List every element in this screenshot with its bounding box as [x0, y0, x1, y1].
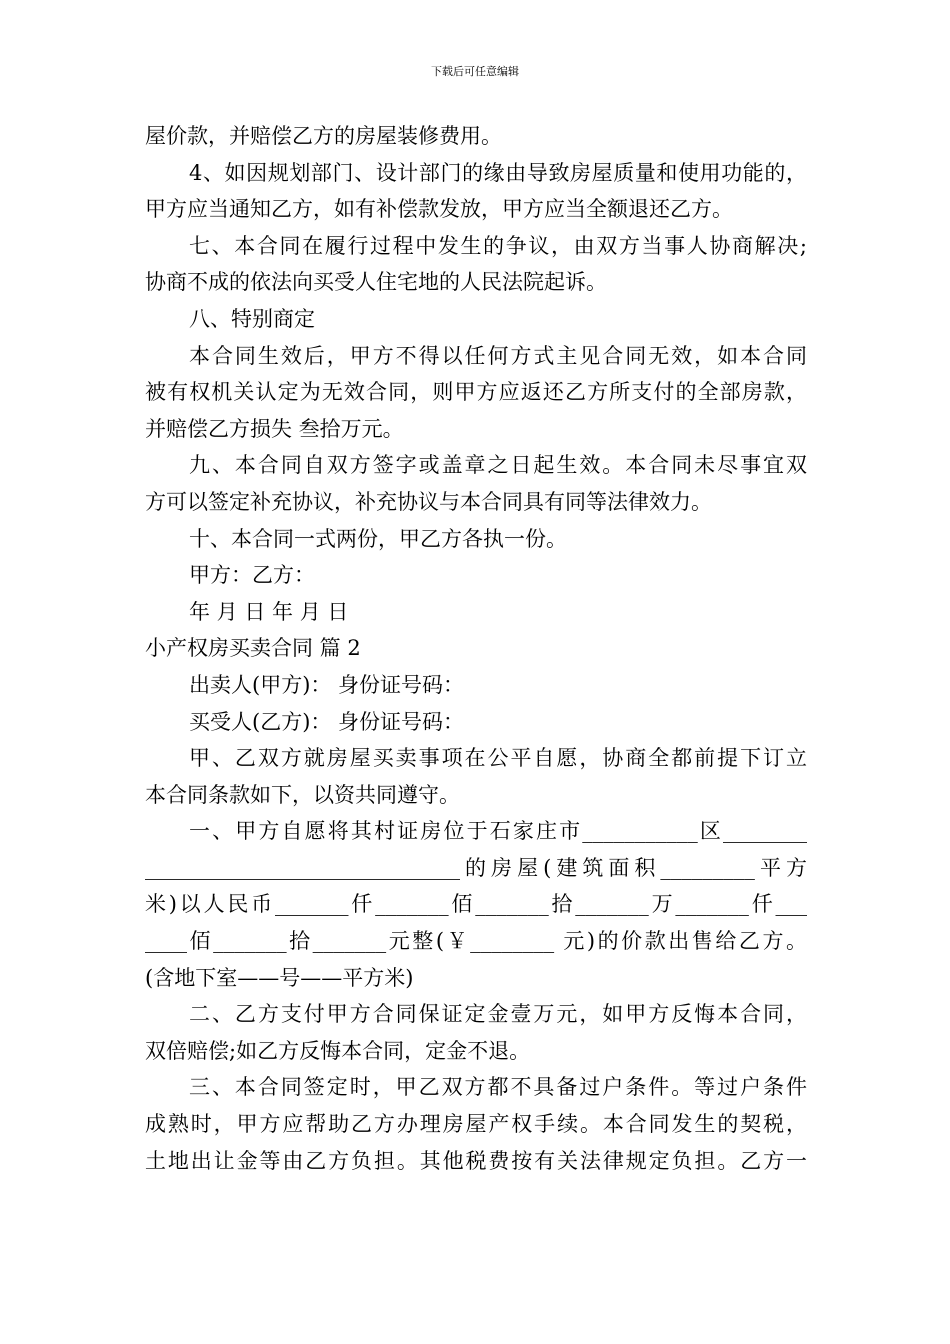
text-line: 方可以签定补充协议，补充协议与本合同具有同等法律效力。 — [145, 489, 712, 514]
text-line: ______________________________的房屋(建筑面积_________平方 — [145, 855, 807, 880]
signature-dates: 年 月 日 年 月 日 — [189, 599, 349, 624]
text-line: 三、本合同签定时，甲乙双方都不具备过户条件。等过户条件 — [189, 1075, 807, 1100]
text-line: 甲、乙双方就房屋买卖事项在公平自愿，协商全都前提下订立 — [189, 746, 807, 771]
text-line: 被有权机关认定为无效合同，则甲方应返还乙方所支付的全部房款， — [145, 380, 807, 405]
text-line: 协商不成的依法向买受人住宅地的人民法院起诉。 — [145, 270, 607, 295]
document-body — [145, 118, 807, 1179]
text-line: 成熟时，甲方应帮助乙方办理房屋产权手续。本合同发生的契税， — [145, 1112, 807, 1137]
text-line: 双倍赔偿;如乙方反悔本合同，定金不退。 — [145, 1038, 531, 1063]
text-line: 甲方应当通知乙方，如有补偿款发放，甲方应当全额退还乙方。 — [145, 197, 733, 222]
buyer-line: 买受人(乙方)： 身份证号码： — [189, 709, 465, 734]
section-heading: 八、特别商定 — [189, 306, 315, 331]
section-title: 小产权房买卖合同 篇 2 — [145, 636, 361, 661]
text-line: 二、乙方支付甲方合同保证定金壹万元，如甲方反悔本合同， — [189, 1002, 807, 1027]
text-line: 4、如因规划部门、设计部门的缘由导致房屋质量和使用功能的， — [189, 160, 807, 185]
text-line: 本合同生效后，甲方不得以任何方式主见合同无效，如本合同 — [189, 343, 807, 368]
text-line: 米)以人民币_______仟_______佰_______拾_______万_______仟___ — [145, 892, 807, 917]
seller-line: 出卖人(甲方)： 身份证号码： — [189, 672, 465, 697]
text-line: ____佰_______拾_______元整(￥________ 元)的价款出售给乙方。 — [145, 929, 807, 954]
text-line: 并赔偿乙方损失 叁拾万元。 — [145, 416, 404, 441]
text-line: 一、甲方自愿将其村证房位于石家庄市___________区________ — [189, 819, 807, 844]
page-header: 下载后可任意编辑 — [431, 65, 519, 78]
text-line: 屋价款，并赔偿乙方的房屋装修费用。 — [145, 124, 502, 148]
text-line: 本合同条款如下，以资共同遵守。 — [145, 782, 460, 807]
signature-parties: 甲方：乙方： — [189, 563, 315, 588]
text-line: 七、本合同在履行过程中发生的争议，由双方当事人协商解决; — [189, 233, 807, 258]
text-line: (含地下室——号——平方米) — [145, 965, 414, 990]
text-line: 土地出让金等由乙方负担。其他税费按有关法律规定负担。乙方一 — [145, 1148, 807, 1173]
text-line: 九、本合同自双方签字或盖章之日起生效。本合同未尽事宜双 — [189, 453, 807, 478]
text-line: 十、本合同一式两份，甲乙方各执一份。 — [189, 526, 567, 551]
